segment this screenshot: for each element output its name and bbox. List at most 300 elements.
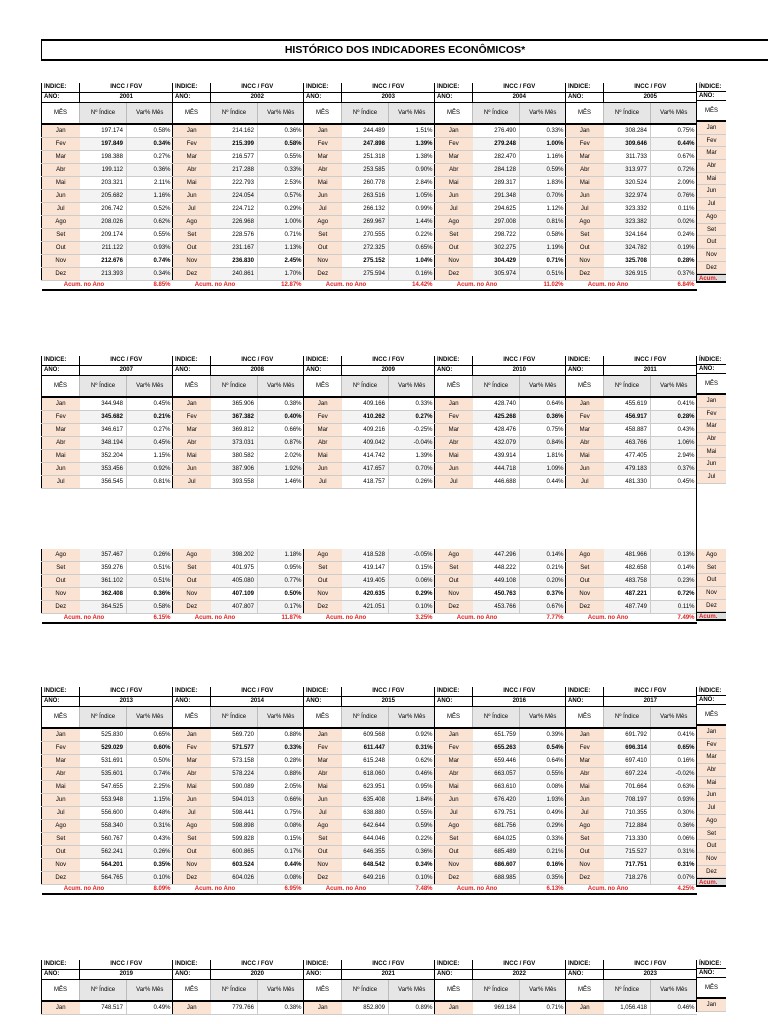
year-table-2010 [434, 549, 566, 624]
year-value: 2003 [342, 93, 435, 103]
month-name: Jan [173, 1001, 211, 1015]
monthly-change: 1.05% [389, 189, 435, 202]
index-number: 697.224 [604, 767, 651, 780]
index-name: INCC / FGV [473, 687, 566, 697]
monthly-change: 0.31% [651, 845, 697, 858]
index-number: 410.262 [342, 410, 389, 423]
monthly-change: 0.88% [258, 767, 304, 780]
index-row [304, 960, 435, 970]
year-value: 2013 [80, 697, 173, 707]
column-header-row [566, 103, 697, 124]
month-row [566, 189, 697, 202]
accumulated-label: Acum. no Ano [566, 614, 651, 624]
accumulated-label: Acum. no Ano [173, 614, 258, 624]
month-row [173, 741, 304, 754]
year-table-2005 [565, 83, 697, 291]
index-number: 398.202 [211, 549, 258, 562]
index-number: 651.759 [473, 728, 520, 742]
month-name: Jul [566, 202, 604, 215]
monthly-change: 0.36% [127, 588, 173, 601]
header-index-number: Nº Índice [211, 707, 258, 728]
month-name: Mai [566, 449, 604, 462]
month-name: Set [566, 562, 604, 575]
monthly-change: 1.00% [520, 137, 566, 150]
monthly-change: 1.93% [520, 793, 566, 806]
month-name: Abr [697, 433, 726, 446]
month-row [435, 819, 566, 832]
index-number: 659.446 [473, 754, 520, 767]
index-name: INCC / FGV [211, 960, 304, 970]
month-name: Jul [566, 806, 604, 819]
month-name: Jul [697, 198, 726, 211]
month-name: Jul [42, 475, 80, 488]
index-number: 269.967 [342, 215, 389, 228]
index-number: 482.658 [604, 562, 651, 575]
month-row [566, 163, 697, 176]
index-row [435, 960, 566, 970]
month-name: Mai [173, 449, 211, 462]
header-index-number: Nº Índice [211, 376, 258, 397]
month-row [304, 858, 435, 871]
index-number: 623.951 [342, 780, 389, 793]
index-number: 346.617 [80, 423, 127, 436]
month-row [42, 475, 173, 488]
index-number: 214.162 [211, 124, 258, 138]
month-row [435, 806, 566, 819]
month-name: Dez [173, 871, 211, 884]
header-month: MÊS [42, 980, 80, 1001]
monthly-change: 0.55% [258, 150, 304, 163]
index-number: 298.722 [473, 228, 520, 241]
month-row [304, 819, 435, 832]
index-label: ÍNDICE: [435, 687, 473, 697]
year-row [173, 697, 304, 707]
month-row [173, 150, 304, 163]
monthly-change: 1.18% [258, 549, 304, 562]
monthly-change: 0.43% [651, 423, 697, 436]
month-name: Jan [566, 728, 604, 742]
month-name: Ago [435, 819, 473, 832]
month-row [566, 562, 697, 575]
month-row [304, 397, 435, 411]
index-number: 444.718 [473, 462, 520, 475]
year-row [566, 93, 697, 103]
month-row [173, 832, 304, 845]
index-number: 969.184 [473, 1001, 520, 1015]
month-name: Mai [697, 446, 726, 459]
month-row [42, 575, 173, 588]
monthly-change: 1.12% [520, 202, 566, 215]
accumulated-label: Acum. no Ano [173, 280, 258, 290]
header-monthly-change: Var% Mês [127, 980, 173, 1001]
monthly-change: 0.16% [651, 754, 697, 767]
index-number: 216.577 [211, 150, 258, 163]
month-row [435, 475, 566, 488]
index-number: 324.164 [604, 228, 651, 241]
column-header-row [173, 980, 304, 1001]
month-name: Jan [173, 124, 211, 138]
month-row [435, 150, 566, 163]
month-name: Mai [173, 780, 211, 793]
year-value: 2011 [604, 366, 697, 376]
index-label: ÍNDICE: [304, 83, 342, 93]
year-label: ANO: [304, 93, 342, 103]
monthly-change: 0.29% [389, 588, 435, 601]
index-label: ÍNDICE: [173, 83, 211, 93]
month-row [304, 767, 435, 780]
month-row [435, 254, 566, 267]
index-row [566, 83, 697, 93]
index-number: 356.545 [80, 475, 127, 488]
month-name: Out [566, 575, 604, 588]
month-row [42, 780, 173, 793]
monthly-change: 0.08% [258, 871, 304, 884]
month-row [304, 462, 435, 475]
month-row [435, 575, 566, 588]
monthly-change: 1.16% [520, 150, 566, 163]
index-number: 420.635 [342, 588, 389, 601]
month-name: Out [566, 845, 604, 858]
header-month: MÊS [435, 707, 473, 728]
month-name: Mar [42, 423, 80, 436]
index-number: 231.167 [211, 241, 258, 254]
month-row [566, 150, 697, 163]
year-table-2001 [41, 83, 173, 291]
month-row [566, 176, 697, 189]
accumulated-row [304, 280, 435, 290]
month-name: Jan [697, 395, 726, 408]
monthly-change: 0.46% [651, 1001, 697, 1015]
year-table-2021 [303, 960, 435, 1015]
month-row [566, 575, 697, 588]
index-name: INCC / FGV [211, 83, 304, 93]
header-index-number: Nº Índice [342, 376, 389, 397]
month-name: Jul [173, 475, 211, 488]
header-monthly-change: Var% Mês [651, 980, 697, 1001]
index-number: 604.026 [211, 871, 258, 884]
index-number: 352.204 [80, 449, 127, 462]
month-name: Fev [697, 739, 726, 752]
accumulated-row [173, 280, 304, 290]
header-monthly-change: Var% Mês [520, 707, 566, 728]
year-label: ANO: [435, 697, 473, 707]
month-name: Ago [566, 215, 604, 228]
header-monthly-change: Var% Mês [651, 376, 697, 397]
index-name: INCC / FGV [473, 83, 566, 93]
accumulated-row [435, 884, 566, 894]
monthly-change: 0.54% [520, 741, 566, 754]
header-month: MÊS [566, 103, 604, 124]
year-row [304, 366, 435, 376]
header-index-number: Nº Índice [473, 376, 520, 397]
month-row [566, 728, 697, 742]
month-name: Jul [566, 475, 604, 488]
month-row [566, 124, 697, 138]
column-header-row [42, 980, 173, 1001]
header-month: MÊS [304, 980, 342, 1001]
index-name: INCC / FGV [473, 356, 566, 366]
month-row [435, 241, 566, 254]
index-number: 456.917 [604, 410, 651, 423]
month-name: Jun [173, 189, 211, 202]
month-name: Ago [42, 819, 80, 832]
month-row [304, 241, 435, 254]
index-number: 409.166 [342, 397, 389, 411]
monthly-change: 1.70% [258, 267, 304, 280]
column-header-row [304, 103, 435, 124]
monthly-change: 0.65% [389, 241, 435, 254]
year-label: ANO: [304, 970, 342, 980]
monthly-change: 0.24% [651, 228, 697, 241]
index-label: ÍNDICE: [566, 687, 604, 697]
month-row [42, 410, 173, 423]
monthly-change: 0.36% [127, 163, 173, 176]
index-number: 197.174 [80, 124, 127, 138]
header-month: MÊS [42, 707, 80, 728]
accumulated-label: Acum. no Ano [566, 884, 651, 894]
month-name: Set [173, 562, 211, 575]
index-number: 649.216 [342, 871, 389, 884]
index-label: ÍNDICE: [566, 83, 604, 93]
index-number: 487.749 [604, 601, 651, 614]
month-row [304, 575, 435, 588]
index-name: INCC / FGV [80, 83, 173, 93]
month-row [42, 819, 173, 832]
year-value: 2019 [80, 970, 173, 980]
year-row [42, 366, 173, 376]
month-name: Jun [435, 189, 473, 202]
year-label: ANO: [173, 697, 211, 707]
monthly-change: 0.17% [258, 845, 304, 858]
index-number: 564.765 [80, 871, 127, 884]
month-row [435, 780, 566, 793]
index-row [566, 356, 697, 366]
month-row [173, 845, 304, 858]
accumulated-label: Acum. no Ano [304, 884, 389, 894]
month-name: Mar [304, 754, 342, 767]
monthly-change: 0.58% [258, 137, 304, 150]
month-name: Fev [173, 137, 211, 150]
month-row [566, 754, 697, 767]
monthly-change: 0.95% [258, 562, 304, 575]
index-name: INCC / FGV [211, 687, 304, 697]
year-row [173, 93, 304, 103]
month-row [304, 124, 435, 138]
index-number: 655.263 [473, 741, 520, 754]
month-row [173, 549, 304, 562]
month-name: Jan [566, 124, 604, 138]
month-row [42, 423, 173, 436]
monthly-change: 0.02% [651, 215, 697, 228]
accumulated-label: Acum. no Ano [42, 614, 127, 624]
month-name: Dez [42, 871, 80, 884]
index-number: 483.758 [604, 575, 651, 588]
month-row [435, 741, 566, 754]
index-number: 380.582 [211, 449, 258, 462]
index-number: 224.712 [211, 202, 258, 215]
header-monthly-change: Var% Mês [127, 103, 173, 124]
accumulated-label: Acum. no Ano [173, 884, 258, 894]
year-row [173, 366, 304, 376]
accumulated-row [435, 280, 566, 290]
month-row [173, 449, 304, 462]
month-row [42, 588, 173, 601]
month-name: Mai [697, 777, 726, 790]
month-row [42, 462, 173, 475]
month-name: Dez [173, 267, 211, 280]
index-name: INCC / FGV [80, 687, 173, 697]
index-number: 590.089 [211, 780, 258, 793]
month-name: Dez [566, 267, 604, 280]
month-row [42, 202, 173, 215]
index-number: 564.201 [80, 858, 127, 871]
index-number: 644.046 [342, 832, 389, 845]
index-number: 266.132 [342, 202, 389, 215]
month-row [435, 1001, 566, 1015]
monthly-change: 0.27% [389, 410, 435, 423]
month-row [304, 1001, 435, 1015]
year-row [173, 970, 304, 980]
month-name: Mar [697, 420, 726, 433]
monthly-change: 0.87% [258, 436, 304, 449]
accumulated-row [566, 884, 697, 894]
month-row [42, 267, 173, 280]
header-month: MÊS [304, 376, 342, 397]
month-name: Dez [697, 866, 726, 879]
month-row [435, 767, 566, 780]
monthly-change: 1.09% [520, 462, 566, 475]
month-name: Jun [566, 462, 604, 475]
month-row [435, 202, 566, 215]
column-header-row [566, 376, 697, 397]
month-row [566, 449, 697, 462]
monthly-change: 0.33% [258, 741, 304, 754]
month-row [435, 163, 566, 176]
accumulated-value: 7.49% [651, 614, 697, 624]
month-row [173, 871, 304, 884]
month-name: Mar [566, 423, 604, 436]
index-label: ÍNDICE: [697, 960, 726, 969]
month-name: Dez [304, 871, 342, 884]
monthly-change: 0.34% [389, 858, 435, 871]
monthly-change: 0.89% [389, 1001, 435, 1015]
year-value: 2007 [80, 366, 173, 376]
monthly-change: -0.04% [389, 436, 435, 449]
month-name: Jul [304, 202, 342, 215]
index-number: 447.296 [473, 549, 520, 562]
index-number: 446.688 [473, 475, 520, 488]
year-value: 2014 [211, 697, 304, 707]
month-name: Fev [697, 408, 726, 421]
monthly-change: 0.81% [520, 215, 566, 228]
monthly-change: 0.29% [520, 819, 566, 832]
monthly-change: 1.13% [258, 241, 304, 254]
index-number: 481.330 [604, 475, 651, 488]
month-row [173, 423, 304, 436]
month-row [435, 549, 566, 562]
accumulated-value: 7.77% [520, 614, 566, 624]
index-row [173, 687, 304, 697]
month-name: Fev [566, 137, 604, 150]
month-row [173, 754, 304, 767]
month-name: Out [304, 575, 342, 588]
year-value: 2004 [473, 93, 566, 103]
month-name: Jul [42, 202, 80, 215]
monthly-change: 0.62% [127, 215, 173, 228]
index-number: 417.657 [342, 462, 389, 475]
month-row [304, 150, 435, 163]
month-name: Ago [697, 211, 726, 224]
index-number: 748.517 [80, 1001, 127, 1015]
truncated-column [696, 960, 726, 1012]
month-name: Out [697, 236, 726, 249]
month-name: Mar [42, 150, 80, 163]
month-name: Nov [435, 254, 473, 267]
accumulated-row [304, 884, 435, 894]
header-month: MÊS [304, 103, 342, 124]
year-label: ANO: [42, 366, 80, 376]
month-name: Fev [304, 137, 342, 150]
accumulated-label: Acum. no Ano [435, 280, 520, 290]
header-month: MÊS [697, 978, 726, 999]
index-number: 562.241 [80, 845, 127, 858]
monthly-change: 0.07% [651, 871, 697, 884]
monthly-change: 0.45% [127, 436, 173, 449]
year-label: ANO: [435, 366, 473, 376]
index-number: 414.742 [342, 449, 389, 462]
year-label: ANO: [435, 970, 473, 980]
column-header-row [173, 376, 304, 397]
year-label: ANO: [566, 366, 604, 376]
month-row [42, 215, 173, 228]
monthly-change: 0.90% [389, 163, 435, 176]
index-number: 458.887 [604, 423, 651, 436]
monthly-change: 0.10% [127, 871, 173, 884]
month-name: Out [173, 575, 211, 588]
month-row [173, 410, 304, 423]
month-row [304, 163, 435, 176]
index-number: 679.751 [473, 806, 520, 819]
monthly-change: 2.09% [651, 176, 697, 189]
month-row [566, 549, 697, 562]
index-number: 304.429 [473, 254, 520, 267]
month-row [435, 176, 566, 189]
month-name: Abr [42, 436, 80, 449]
month-name: Out [697, 574, 726, 587]
month-row [566, 1001, 697, 1015]
monthly-change: 0.14% [651, 562, 697, 575]
monthly-change: 0.95% [389, 780, 435, 793]
month-name: Mai [566, 176, 604, 189]
monthly-change: 0.44% [651, 137, 697, 150]
month-name: Nov [566, 858, 604, 871]
monthly-change: 1.04% [389, 254, 435, 267]
month-row [173, 728, 304, 742]
month-row [173, 137, 304, 150]
year-row [304, 93, 435, 103]
index-number: 247.898 [342, 137, 389, 150]
month-row [435, 845, 566, 858]
monthly-change: 0.22% [389, 832, 435, 845]
index-number: 1,056.418 [604, 1001, 651, 1015]
accumulated-label: Acum. [697, 878, 726, 887]
month-name: Mai [42, 176, 80, 189]
month-name: Nov [173, 254, 211, 267]
month-row [173, 462, 304, 475]
header-month: MÊS [173, 707, 211, 728]
monthly-change: 0.29% [258, 202, 304, 215]
month-name: Out [304, 845, 342, 858]
